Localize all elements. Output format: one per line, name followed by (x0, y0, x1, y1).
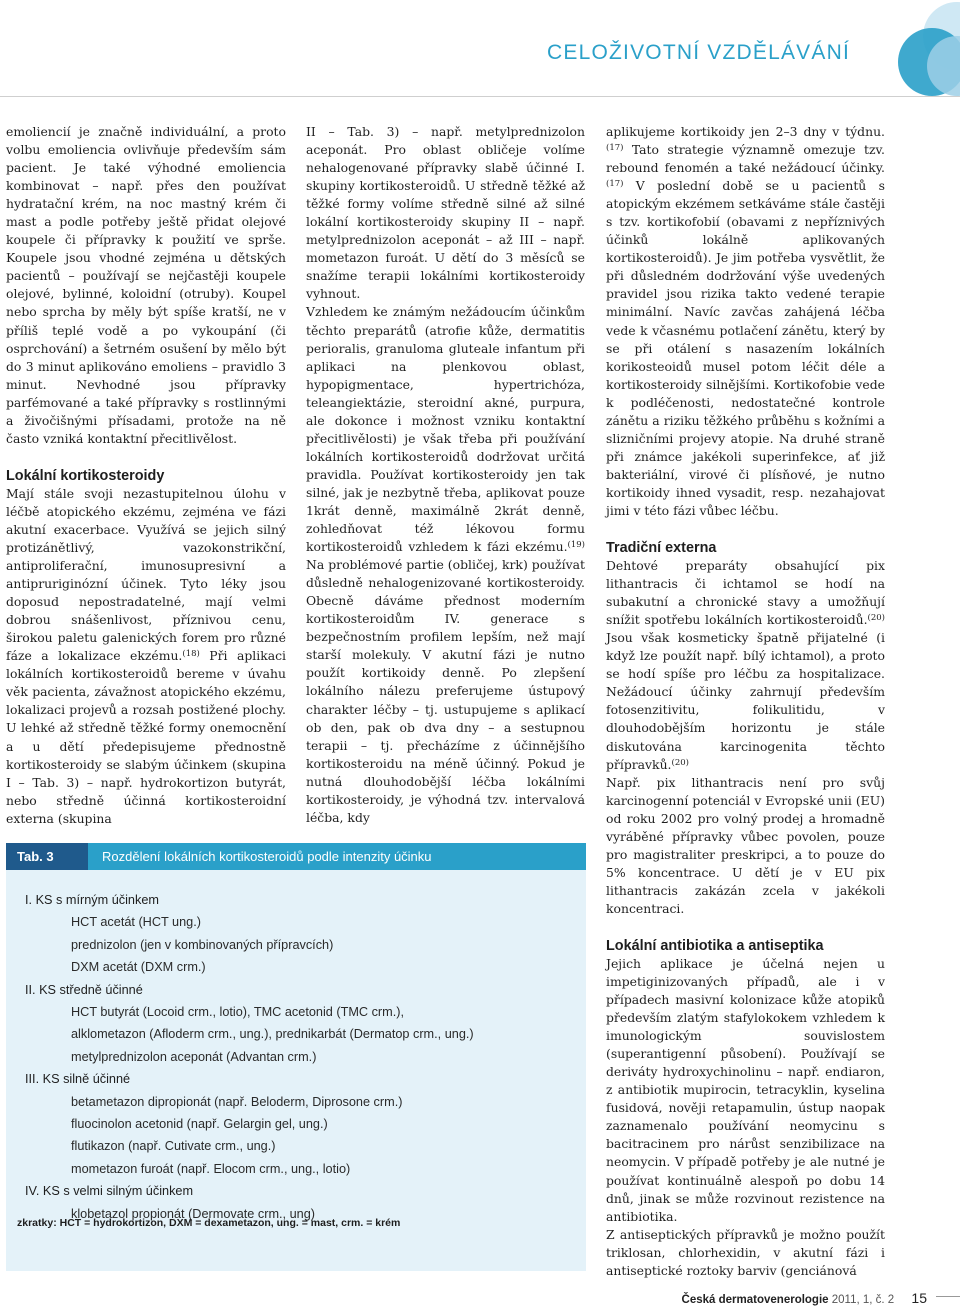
text-column-2 (306, 123, 585, 827)
text-run: V poslední době se u pacientů s atopickým ekzémem setkáváme stále častěji s tzv. kortikofobií (obavami z nepříznivých účinků lokálně aplikovaných kortikosteroidů). Je jim potřeba vysvětlit, že při důsledném dodržování výše uvedených pravidel jsou rizika takto vedené terapie minimální. Navíc zavčas zahájená léčba vede k včasnému potlačení zánětu, který by se při otálení s nasazením lokálních korikosteoidů musel potom léčit déle a kortikosteroidy silnějšími. Kortikofobie vede k podléčenosti, nedostatečné kontrole zánětu a riziku těžkého průběhu s kožními a slizničními projevy atopie. Na druhé straně při známce jakékoli superinfekce, ať již bakteriální, virové či plísňové, je nutno kortikoidy ihned vysadit, resp. nezahajovat jimi v této fázi vůbec léčbu. (606, 178, 885, 518)
text-run: aplikujeme kortikoidy jen 2–3 dny v týdnu. (606, 124, 885, 139)
table-group-heading: III. KS silně účinné (25, 1072, 131, 1086)
paragraph: Z antiseptických přípravků je možno použít triklosan, chlorhexidin, v akutní fázi i antiseptické roztoky barviv (genciánová (606, 1226, 885, 1278)
text-run: Na problémové partie (obličej, krk) používat důsledně nehalogenizované kortikosteroidy. Obecně dáváme přednost moderním kortikosteroidům IV. generace s bezpečnostním profilem lepším, než mají starší molekuly. V akutní fázi je nutno použít kortikoidy denně. Po zlepšení lokálního nálezu preferujeme ústupový charakter léčby – tj. ustupujeme s aplikací ob den, pak ob dva dny – a sestupnou terapii – tj. přecházíme z účinnějšího kortikosteroidu na méně účinný. Pokud je nutná dlouhodobější léčba lokálními kortikosteroidy, je výhodná tzv. intervalová léčba, kdy (306, 557, 585, 825)
table-item: HCT acetát (HCT ung.) (71, 915, 201, 929)
page-footer (682, 1290, 927, 1306)
table-header-bar (6, 843, 586, 870)
text-run: Dehtové preparáty obsahující pix lithantracis či ichtamol se hodí na subakutní a chronické stavy a umožňují snížit spotřebu lokálních kortikosteroidů. (606, 558, 885, 628)
text-run: Při aplikaci lokálních kortikosteroidů bereme v úvahu věk pacienta, závažnost atopického ekzému, lokalizaci projevů a rozsah postižené plochy. U lehké až středně těžké formy onemocnění a u dětí předepisujeme přednostně kortikosteroidy se slabým účinkem (skupina I – Tab. 3) – např. hydrokortizon butyrát, nebo středně účinná kortikosteroidní externa (skupina (6, 648, 286, 826)
table-group-heading: II. KS středně účinné (25, 983, 143, 997)
reference: (18) (182, 649, 200, 660)
issue-info: 2011, 1, č. 2 (831, 1294, 895, 1306)
page-number: 15 (911, 1290, 927, 1306)
reference: (20) (671, 757, 689, 768)
text-column-3 (606, 123, 885, 1280)
paragraph: II – Tab. 3) – např. metylprednizolon aceponát. Pro oblast obličeje volíme nehalogenované přípravky slabě účinné I. skupiny kortikosteroidů. U středně těžké až těžké formy volíme středně silné až silné lokální kortikosteroidy skupiny II – např. metylprednizolon aceponát – až III – např. mometazon furoát. U dětí do 3 měsíců se snažíme terapii lokálními kortikosteroidy vyhnout. (306, 124, 585, 302)
table-item: betametazon dipropionát (např. Beloderm, Diprosone crm.) (71, 1095, 403, 1109)
text-column-1 (6, 123, 286, 828)
text-run: Vzhledem ke známým nežádoucím účinkům těchto preparátů (atrofie kůže, dermatitis perioralis, granuloma gluteale infantum při aplikaci na plenkovou oblast, hypopigmentace, hypertrichóza, teleangiektázie, steroidní akné, purpura, ale dokonce i možnost vzniku kontaktní přecitlivělosti) je však třeba při používání lokálních kortikosteroidů dodržovat určitá pravidla. Používat kortikosteroidy jen tak silné, jak je nezbytně třeba, aplikovat pouze 1krát denně, maximálně 2krát denně, zohledňovat též lékovou formu kortikosteroidů vzhledem k fázi ekzému. (306, 304, 585, 555)
footer-rule (936, 1296, 960, 1297)
text-run: Jsou však kosmeticky špatně přijatelné (i když lze použít např. bílý ichtamol), a proto se hodí spíše pro léčbu za hospitalizace. Nežádoucí účinky zahrnují především fotosenzitivitu, folikulitidu, v dlouhodobějším horizontu je stále diskutována karcinogenita těchto přípravků. (606, 630, 885, 772)
journal-logo-circles (860, 0, 960, 100)
paragraph (306, 303, 585, 826)
text-run: Mají stále svoji nezastupitelnou úlohu v léčbě atopického ekzému, zejména ve fázi akutní exacerbace. Využívá se jejich silný protizánětlivý, vazokonstrikční, antiproliferační, imunosupresivní a antipruriginózní účinek. Tyto léky jsou doposud nepostradatelné, mají velmi dobrou snášenlivost, příznivou cenu, širokou paletu galenických forem pro různé fáze a lokalizace ekzému. (6, 485, 286, 664)
table-title: Rozdělení lokálních kortikosteroidů podle intenzity účinku (102, 849, 432, 864)
table-item: prednizolon (jen v kombinovaných přípravcích) (71, 938, 334, 952)
paragraph (606, 123, 885, 520)
table-abbreviations-note: zkratky: HCT = hydrokortizon, DXM = dexametazon, ung. = mast, crm. = krém (17, 1217, 401, 1229)
heading-local-corticosteroids: Lokální kortikosteroidy (6, 467, 165, 484)
section-title: CELOŽIVOTNÍ VZDĚLÁVÁNÍ (547, 41, 850, 64)
reference: (17) (606, 143, 624, 154)
journal-name: Česká dermatovenerologie (681, 1294, 829, 1306)
reference: (17) (606, 179, 624, 190)
table-item: mometazon furoát (např. Elocom crm., ung., lotio) (71, 1162, 351, 1176)
text-run: Tato strategie významně omezuje tzv. rebound fenomén a také nežádoucí účinky. (606, 142, 885, 176)
table-item: DXM acetát (DXM crm.) (71, 960, 206, 974)
header-divider (0, 96, 960, 97)
table-item: fluocinolon acetonid (např. Gelargin gel, ung.) (71, 1117, 328, 1131)
table-group-heading: I. KS s mírným účinkem (25, 893, 159, 907)
table-group-heading: IV. KS s velmi silným účinkem (25, 1184, 194, 1198)
paragraph: Jejich aplikace je účelná nejen u impetiginizovaných případů, ale i v případech masivní kolonizace kůže atopiků především zlatým stafylokokem vzhledem k imunologickým souvislostem (superantigenní působení). Používají se deriváty hydroxychinolinu – např. endiaron, z antibiotik mupirocin, tetracyklin, kyselina fusidová, nověji retapamulin, ústup naopak zaznamenalo používání neomycinu s bacitracinem pro nárůst senzibilizace na neomycin. V případě potřeby je ale nutné je používat kontinuálně alespoň po dobu 14 dnů, jinak se může rozvinout rezistence na antibiotika. (606, 955, 885, 1224)
table-item: metylprednizolon aceponát (Advantan crm.) (71, 1050, 317, 1064)
table-item: alklometazon (Afloderm crm., ung.), prednikarbát (Dermatop crm., ung.) (71, 1027, 474, 1041)
table-item: flutikazon (např. Cutivate crm., ung.) (71, 1139, 276, 1153)
table-3 (6, 843, 586, 1271)
paragraph: emoliencií je značně individuální, a proto volbu emoliencia ovlivňuje především sám pacient. Je také výhodné emoliencia kombinovat – např. přes den používat hydratační krém, na noc mastný krém či mast a podle potřeby ještě přidat olejové koupele či přípravky k použití ve sprše. Koupele jsou vhodné zejména u dětských pacientů – používají se nejčastěji koupele olejové, bylinné, koloidní (otruby). Koupel nebo sprcha by měly být spíše kratší, ne v příliš teplé vodě a po vykoupání (či osprchování) a šetrném osušení by mělo být do 3 minut aplikováno emoliens – pravidlo 3 minut. Nevhodné jsou přípravky parfémované a také přípravky s rostlinnými a živočišnými přísadami, protože na ně často vzniká kontaktní přecitlivělost. (6, 124, 286, 446)
paragraph: Např. pix lithantracis není pro svůj karcinogenní potenciál v Evropské unii (EU) od roku 2002 pro volný prodej a hromadně vyráběné přípravky vůbec povolen, pouze pro magistraliter preskripci, a to pouze do 5% koncentrace. U dětí je v EU pix lithantracis zakázán zcela v jakékoli koncentraci. (606, 774, 885, 916)
table-item: HCT butyrát (Locoid crm., lotio), TMC acetonid (TMC crm.), (71, 1005, 404, 1019)
heading-traditional-externa: Tradiční externa (606, 540, 717, 557)
reference: (19) (567, 540, 585, 551)
paragraph (606, 557, 885, 774)
paragraph (6, 485, 286, 828)
table-item: klobetazol propionát (Dermovate crm., ung) (71, 1207, 315, 1221)
table-label: Tab. 3 (6, 843, 88, 870)
reference: (20) (867, 613, 885, 624)
heading-local-antibiotics: Lokální antibiotika a antiseptika (606, 937, 824, 954)
table-body (6, 870, 586, 1271)
